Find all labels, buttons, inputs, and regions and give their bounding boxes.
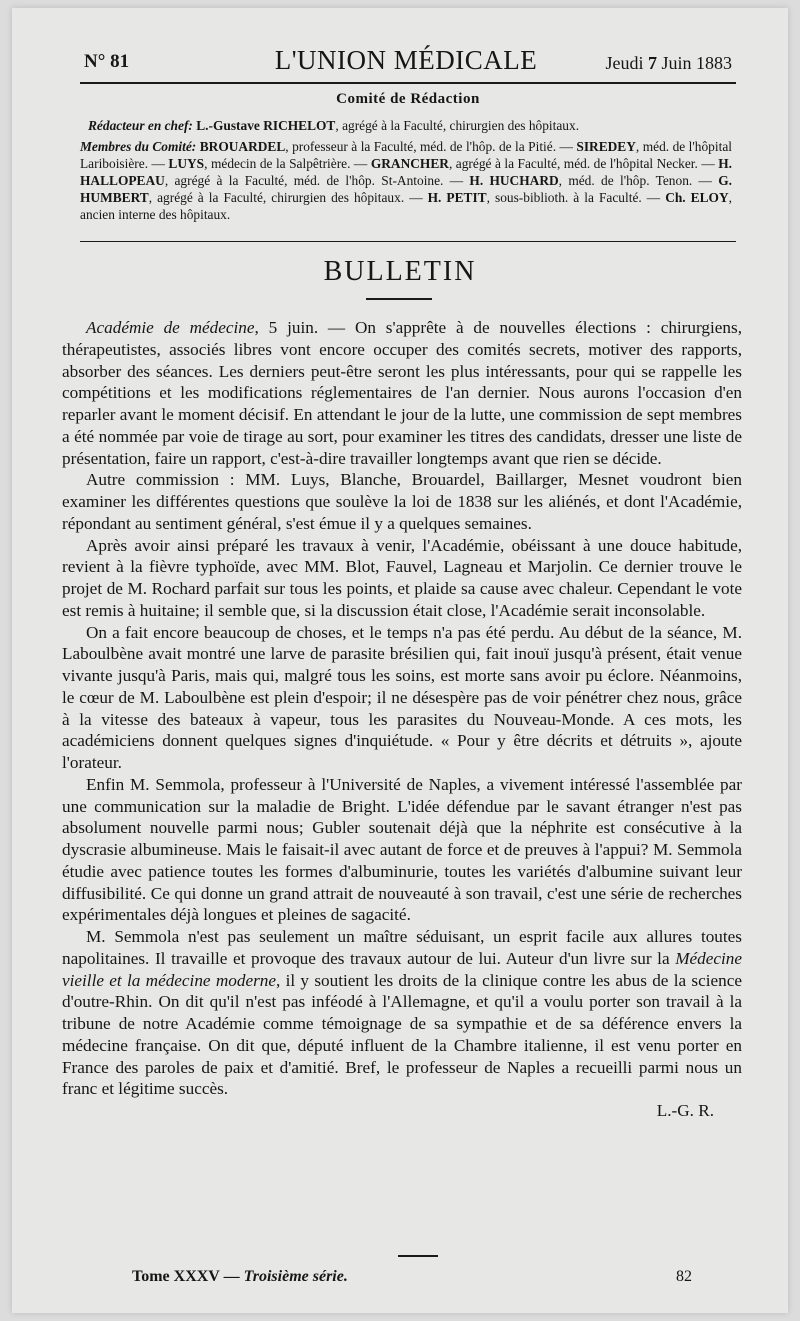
member-name: BROUARDEL [199, 138, 286, 154]
member-desc: , médecin de la Salpêtrière. — [204, 155, 371, 171]
paragraph: On a fait encore beaucoup de choses, et le temps n'a pas été perdu. Au début de la séance, M. Laboulbène avait montré une larve de parasite brésilien qui, fait inouï jusqu'à présent, était venue vivante jusqu'à Paris, mais qui, malgré tous les soins, est morte sans avoir pu éclore. Néanmoins, le cœur de M. Laboulbène est plein d'espoir; il ne désespère pas de voir pénétrer chez nous, grâce à la vitesse des bateaux à vapeur, tous les parasites du Nouveau-Monde. A ces mots, les académiciens donnent quelques signes d'inquiétude. « Pour y être décrits et détruits », ajoute l'orateur. [62, 622, 742, 772]
editorial-committee [80, 118, 732, 223]
date-day: 7 [647, 53, 657, 73]
member-desc: , ancien interne des hôpitaux. [80, 189, 732, 222]
editor-line [80, 118, 732, 135]
member-desc: , agrégé à la Faculté, méd. de l'hôpital Necker. — [448, 155, 719, 171]
committee-title: Comité de Rédaction [336, 91, 480, 107]
page-number: 82 [676, 1268, 692, 1285]
masthead [80, 45, 732, 79]
journal-title: L'UNION MÉDICALE [274, 45, 538, 75]
committee-rule [80, 241, 736, 242]
date-weekday: Jeudi [605, 53, 644, 73]
end-rule [398, 1255, 438, 1257]
page-footer [132, 1268, 692, 1290]
member-desc: , agrégé à la Faculté, méd. de l'hôp. St-Antoine. — [164, 172, 470, 188]
member-name: Ch. ELOY [665, 189, 729, 205]
section-title: BULLETIN [323, 256, 477, 287]
editor-desc: , agrégé à la Faculté, chirurgien des hôpitaux. [335, 118, 580, 133]
editor-label: Rédacteur en chef: [88, 118, 193, 133]
paragraph: Autre commission : MM. Luys, Blanche, Brouardel, Baillarger, Mesnet voudront bien examiner les différentes questions que soulève la loi de 1838 sur les aliénés, et dont l'Académie, répondant au sentiment général, s'est émue il y a quelques semaines. [62, 470, 742, 533]
date-month-year: Juin 1883 [661, 53, 732, 73]
book-title: Médecine vieille et la médecine moderne [62, 948, 742, 990]
member-name: H. HUCHARD [469, 172, 559, 188]
paragraph: Enfin M. Semmola, professeur à l'Université de Naples, a vivement intéressé l'assemblée par une communication sur la maladie de Bright. L'idée défendue par le savant étranger n'est pas absolument nouvelle parmi nous; Gubler soutenait déjà que la néphrite est consécutive à la dyscrasie albumineuse. Mais le faisait-il avec autant de force et de preuves à l'appui? M. Semmola étudie avec patience toutes les formes d'albuminurie, toutes les variétés d'albumine suivant leur diffusibilité. Ce qui donne un grand attrait de nouveauté à son travail, c'est une série de recherches expérimentales déjà longues et pleines de sagacité. [62, 774, 742, 925]
members-paragraph [80, 139, 732, 224]
article-lead: Académie de médecine [86, 318, 255, 337]
paragraph: Académie de médecine, 5 juin. — On s'apprête à de nouvelles élections : chirurgiens, thérapeutistes, associés libres vont encore occuper des comités secrets, motiver des rapports, absorber des séances. Les derniers peut-être seront les plus intéressants, pour qui se rappelle les compétitions et les modifications réglementaires de l'an dernier. Nous aurons l'occasion d'en reparler avant le moment décisif. En attendant le jour de la lutte, une commission de sept membres a été nommée par voie de tirage au sort, pour examiner les titres des candidats, dresser une liste de présentation, faire un rapport, c'est-à-dire travailler longtemps avant que rien se décide. [62, 318, 742, 468]
paragraph: Après avoir ainsi préparé les travaux à venir, l'Académie, obéissant à une douce habitude, revient à la fièvre typhoïde, avec MM. Blot, Fauvel, Lagneau et Marjolin. Ce dernier trouve le projet de M. Rochard parfait sur tous les points, et plaide sa cause avec chaleur. Cependant le vote est remis à huitaine; il semble que, si la discussion était close, l'Académie serait inconsolable. [62, 535, 742, 620]
paragraph: M. Semmola n'est pas seulement un maître séduisant, un esprit facile aux allures toutes napolitaines. Il travaille et provoque des travaux autour de lui. Auteur d'un livre sur la Médecine vieille et la médecine moderne, il y soutient les droits de la clinique contre les abus de la science d'outre-Rhin. On dit qu'il n'est pas inféodé à l'Allemagne, et qu'il a voulu porter son travail à la tribune de notre Académie comme témoignage de sa sympathie et de sa déférence envers la médecine française. On dit que, député influent de la Chambre italienne, il est venu porter en France des paroles de paix et d'amitié. Bref, le professeur de Naples a recueilli parmi nous un franc et légitime succès. [62, 927, 742, 1099]
member-name: H. HALLOPEAU [80, 155, 732, 188]
issue-number: N° 81 [84, 51, 130, 72]
member-name: LUYS [168, 155, 205, 171]
issue-date [605, 53, 732, 74]
masthead-rule [80, 82, 736, 84]
member-name: GRANCHER [370, 155, 449, 171]
signature: L.-G. R. [656, 1101, 714, 1120]
editor-name: L.-Gustave RICHELOT [196, 118, 336, 133]
member-desc: , méd. de l'hôp. Tenon. — [558, 172, 719, 188]
member-name: SIREDEY [576, 138, 636, 154]
article-body [62, 317, 742, 1122]
series-label: Troisième série. [243, 1268, 348, 1285]
member-desc: , méd. de l'hôpital Lariboisière. — [80, 138, 732, 171]
member-name: H. PETIT [427, 189, 487, 205]
section-title-rule [366, 298, 432, 300]
member-name: G. HUMBERT [80, 172, 732, 205]
members-label: Membres du Comité: [80, 138, 197, 154]
tome-label: Tome XXXV — Troisième série. [132, 1268, 348, 1285]
member-desc: , sous-biblioth. à la Faculté. — [486, 189, 666, 205]
member-desc: , agrégé à la Faculté, chirurgien des hôpitaux. — [148, 189, 428, 205]
member-desc: , professeur à la Faculté, méd. de l'hôp. de la Pitié. — [285, 138, 577, 154]
